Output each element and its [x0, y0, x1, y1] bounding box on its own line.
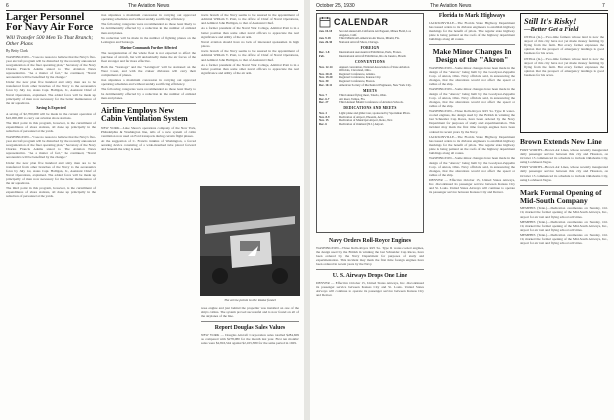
navy-story-paragraph: Both the "Saratoga" and the "Lexington" will be stationed on the West Coast, and with the cruiser divisions will carry their complement of planes. [101, 64, 196, 77]
florida-paragraph: JACKSONVILLE—The Florida State Highway Department has issued orders to its division engineers to establish highway markings for the benefit of pilots. The regular state highway plate is being painted on the roofs of the highway department buildings along all routes. [429, 20, 515, 42]
calendar-event: National Aircraft Show, Chicago. [339, 39, 380, 44]
right-column-1-lower [316, 238, 424, 298]
second-story-paragraph: tion stipulates a maximum concession in carrying out approved operating schedules and without unduly sacrificing efficiency. [101, 13, 196, 22]
calendar-date: Dec. 6 [319, 121, 327, 126]
story-divider [429, 44, 515, 45]
photo-story-continuation: nose engine and just behind the propeller was installed on one of the ship's cabins. The system proved successful and is now found on all of the airplanes of the line. [201, 306, 299, 319]
calendar-event: Second annual All-California Air Pageant, Mines Field, Los Angeles, Calif. [339, 29, 411, 37]
calendar-title: CALENDAR [334, 17, 389, 27]
calendar-date: Jan. 9-18 [319, 36, 331, 41]
calendar-row [319, 101, 421, 105]
report-story-body [201, 333, 299, 345]
risky-ad-paragraph: OSTKA (Ia.)—Two-time farmers whose land is now the airport of this city have not yet made money farming by flying from the farm. But every farmer expresses the opinion that the prospect of emergency landings is good business for his acres. [524, 56, 604, 78]
calendar-icon [319, 16, 331, 28]
risky-ad-body [524, 35, 604, 77]
memphis-paragraph: MEMPHIS (Tenn.)—Dedication ceremonies on Sunday, Oct. 19, marked the formal opening of the Mid-South Airways, Inc., airport for air taxi and flying school activities. [520, 206, 608, 219]
left-column-3-lower [201, 306, 299, 346]
akron-paragraph: WASHINGTON—Some minor changes have been made in the design of the "Akron," being built by the Goodyear-Zeppelin Corp. of Akron, Ohio. Navy officials said, in announcing the changes, that the alterations would not affect the speed or radius of the ship. [429, 65, 515, 87]
calendar-event: Regional Conference, Kansas City. [339, 75, 382, 80]
brown-paragraph: FORT WORTH—Brown Air Lines, whose recently inaugurated daily passenger service between this city and Houston, on October 15 commenced its schedule to include Oklahoma City, using Lockheed-Vegas. [520, 165, 608, 182]
calendar-event: Regional Conference, Atlanta. [339, 71, 376, 76]
third-story-paragraph: As a former president of the Naval War College, Admiral Pratt is in a better position than some other naval officers to appreciate the real significance and utility of the air arm. [201, 26, 299, 39]
photo-story-body [101, 126, 196, 152]
right-page [310, 0, 614, 420]
calendar-section-conventions: CONVENTIONS [354, 60, 386, 65]
airways-headline: U. S. Airways Drops One Line [332, 273, 408, 280]
calendar-section-foreign: FOREIGN [360, 45, 380, 50]
calendar-event: Third Annual Miami Conference of Aviation Schools. [339, 100, 404, 105]
left-page [0, 0, 304, 420]
risky-ad-box [520, 13, 608, 133]
calendar-event: International Aeronautical Exhibition, Paris, France. [339, 50, 402, 55]
left-column-2 [101, 13, 196, 152]
memphis-body [520, 206, 608, 245]
story-divider [520, 185, 608, 186]
akron-headline: Make Minor Changes In Design of the "Akron" [432, 47, 512, 64]
third-story-paragraph: As a former president of the Naval War College, Admiral Pratt is in a better position than some other naval officers to appreciate the real significance and utility of the air arm. [201, 62, 299, 75]
calendar-date: Nov. 19-20 [319, 75, 333, 80]
calendar-date: Nov. 2 [319, 110, 328, 115]
third-story-body [201, 13, 299, 75]
akron-paragraph: WASHINGTON—Some minor changes have been made in the design of the "Akron," being built by the Goodyear-Zeppelin Corp. of Akron, Ohio. Navy officials said, in announcing the changes, that the alterations would not affect the speed or radius of the ship. [429, 87, 515, 108]
right-page-date: October 25, 1930 [316, 3, 355, 9]
calendar-date: Nov. 7 [319, 93, 328, 98]
second-story-paragraph: No reduction will be made in the number of fighting planes on the Lexington and Saratoga. [101, 35, 196, 44]
brown-headline: Brown Extends New Line [520, 137, 602, 146]
second-story-paragraph: The following categories were recommended as those least likely to be detrimentally effected by a reduction in the number of enlisted men and planes. [101, 22, 196, 35]
photo-story-paragraph: At the suggestion of C. Francis Jenkins of Washington, a forced aerating device consisting of a wide-mouthed tube placed forward and beneath the wing is used. [101, 139, 196, 152]
calendar-event: Third Miami All-American Air Races, Miami, Fla. [339, 36, 400, 41]
left-column-1 [6, 13, 96, 200]
calendar-date: Feb. [319, 53, 325, 58]
second-story-paragraph: tion stipulates a maximum concession in carrying out approved operating schedules and without unduly sacrificing efficiency. [101, 78, 196, 87]
lead-story-deck: Will Transfer 500 Men To That Branch; Other Plans [6, 35, 94, 47]
second-story-body [101, 13, 196, 100]
navy-orders-body [316, 246, 424, 266]
calendar-event: Dedication of Municipal Airport, Reno, Nev. [339, 118, 393, 123]
akron-paragraph: DENVER — Effective October 15, United States Airways, Inc. discontinued its passenger service between Kansas City and St. Louis. United States Airways will continue to operate its passenger service between Kansas City and Denver. [429, 178, 515, 195]
third-story-paragraph: tracts branch of the Navy seems to be assured in the appointment of Admiral William V. Pratt, to the office of Chief of Naval Operations, and Admiral John Halligan, to that of Assistant Chief. [201, 13, 299, 26]
navy-orders-headline: Navy Orders Roll-Royce Engines [329, 238, 411, 244]
risky-ad-subtitle: —Better Get a Field [524, 26, 579, 33]
calendar-event: Dedication of Oakland (N.J.) Airport. [339, 121, 385, 126]
navy-orders-paragraph: WASHINGTON—Three Rolls-Royce R25 Sa. Type R water-cooled engines, the design used by the British in winning the last Schneider Cup Races, have been ordered by the Navy Department for purposes of study and experimentation. This incident may mark the first time foreign engines have been ordered in recent years by the Navy. [316, 245, 424, 267]
story-divider [316, 269, 424, 270]
memphis-paragraph: MEMPHIS (Tenn.)—Dedication ceremonies on Sunday, Oct. 19, marked the formal opening of the Mid-South Airways, Inc., airport for air taxi and flying school activities. [520, 233, 608, 246]
right-page-header-rule [316, 10, 608, 11]
story-divider [101, 103, 196, 104]
calendar-event: Regional Conference, Boston. [339, 78, 376, 83]
calendar-date: Nov. 30 [319, 78, 329, 83]
florida-body [429, 21, 515, 41]
lead-story-paragraph: The third point in this program, however, is the curtailment of expenditures of shore stations, all done up principally in the reduction of personnel at the yards. [6, 121, 96, 134]
calendar-header [319, 16, 421, 28]
photo-story-headline: Airline Employs New Cabin Ventilation System [101, 105, 188, 124]
photo-caption: The arrow points to the intake funnel [224, 298, 276, 302]
lead-story-subhead: Saving Is Expected [36, 106, 66, 111]
memphis-paragraph: MEMPHIS (Tenn.)—Dedication ceremonies on Sunday, Oct. 19, marked the formal opening of the Mid-South Airways, Inc., airport for air taxi and flying school activities. [520, 219, 608, 232]
right-page-running-title: The Aviation News [430, 3, 472, 9]
photo-story-continuation-wrap [201, 306, 299, 318]
memphis-headline: Mark Formal Opening of Mid-South Company [520, 187, 602, 205]
calendar-event: Annual convention, National Association of State Aviation Officials, Cleveland, Ohio. [339, 64, 410, 73]
photo-story-paragraph: NEW YORK—Lake Shore's operations company of the New York, Philadelphia & Washington line, tells of a new system of cabin ventilation now used on Ford transports during certain flight phases. [101, 125, 196, 138]
calendar-date: Dec. 10-11 [319, 82, 333, 87]
akron-paragraph: JACKSONVILLE—The Florida State Highway Department has issued orders to its division engineers to establish highway markings for the benefit of pilots. The regular state highway plate is being painted on the roofs of the highway department buildings along all routes. [429, 134, 515, 156]
second-story-subhead: Marine Commands Further Affected [120, 45, 177, 50]
calendar-event: Third annual flying meet, Toledo, Ohio. [339, 93, 387, 98]
calendar-date: Nov. 20-21 [319, 71, 333, 76]
calendar-event: American Society of Mechanical Engineers, New York City. [339, 82, 412, 87]
left-page-number: 6 [6, 3, 9, 9]
calendar-box [316, 13, 424, 233]
report-story-headline: Report Douglas Sales Values [214, 325, 286, 332]
third-story-paragraph: tracts branch of the Navy seems to be assured in the appointment of Admiral William V. Pratt, to the office of Chief of Naval Operations, and Admiral John Halligan, to that of Assistant Chief. [201, 49, 299, 62]
akron-paragraph: WASHINGTON—Some minor changes have been made in the design of the "Akron," being built by the Goodyear-Zeppelin Corp. of Akron, Ohio. Navy officials said, in announcing the changes, that the alterations would not affect the speed or radius of the ship. [429, 156, 515, 177]
calendar-date: Jan. 10-18 [319, 29, 333, 33]
calendar-row [319, 123, 421, 127]
airplane-photo-image [200, 186, 300, 296]
calendar-event: International Aircraft Exhibition, Rio de Janeiro, Brazil. [339, 53, 407, 58]
airplane-photo [200, 186, 300, 296]
lead-story-paragraph: Under the new plan five hundred and sixty men are to be transferred from other branches of the Navy to the aeronautics force by July 1st, states Capt. Halligan, Jr., Assistant Chief of Naval Operations, explained. The added force will be made up principally of men now necessary for the better maintenance of the air squadrons. [6, 160, 96, 185]
left-page-running-title: The Aviation News [128, 3, 170, 9]
akron-body [429, 66, 515, 195]
airways-body [316, 281, 424, 297]
florida-headline: Florida to Mark Highways [438, 13, 506, 19]
lead-story-paragraph: A saving of $2,700,000 will be made in the current operation of $22,000,000 to carry out aviation shore stations. [6, 111, 96, 120]
lead-story-body [6, 55, 96, 199]
calendar-row [319, 84, 421, 88]
right-column-3 [520, 138, 608, 247]
calendar-date: Dec. 6-7 [319, 96, 330, 101]
story-divider [201, 321, 299, 322]
risky-ad-title: Still It's Risky! [524, 16, 577, 26]
left-page-header-rule [6, 10, 298, 11]
brown-paragraph: FORT WORTH—Brown Air Lines, whose recently inaugurated daily passenger service between this city and Houston, on October 15 commenced its schedule to include Oklahoma City, using Lockheed-Vegas. [520, 147, 608, 165]
lead-story-paragraph: WASHINGTON—"I see no reason to believe that the Navy's five-year aircraft program will be disturbed by the recently announced reorganization of the fleet operating plan," Secretary of the Navy Charles Francis Adams stated to The Aviation News representative. "As a matter of fact," he continued, "Naval aeronautics will be benefited by the change." [6, 54, 96, 79]
brown-body [520, 148, 608, 182]
calendar-event: Air meet, Tampa, Fla. [339, 96, 366, 101]
right-column-2 [429, 13, 515, 196]
calendar-row [319, 55, 421, 59]
calendar-date: Dec. 1-8 [319, 50, 330, 55]
right-page-number: 7 [602, 3, 605, 9]
calendar-event: Light plane and glider tour, sponsored by Sportsman Pilots. [339, 110, 411, 115]
third-story-paragraph: Naval aviation should have no lack of interested spokesmen in high places. [201, 39, 299, 49]
risky-ad-paragraph: OSTKA (Ia.)—Two-time farmers whose land is now the airport of this city have not yet made money farming by flying from the farm. But every farmer expresses the opinion that the prospect of emergency landings is good business for his acres. [524, 35, 604, 56]
calendar-top-list [319, 30, 421, 44]
akron-paragraph: WASHINGTON—Three Rolls-Royce R25 Sa. Type R water-cooled engines, the design used by the British in winning the last Schneider Cup Races, have been ordered by the Navy Department for purposes of study and experimentation. This incident may mark the first time foreign engines have been ordered in recent years by the Navy. [429, 109, 515, 134]
calendar-date: Nov. 12-14 [319, 64, 333, 69]
calendar-date: Dec. 27 [319, 100, 329, 105]
calendar-event: Dedication of Airport, Phoenix, Ariz. [339, 114, 384, 119]
calendar-row [319, 41, 421, 45]
airways-paragraph: DENVER — Effective October 15, United States Airways, Inc. discontinued its passenger service between Kansas City and St. Louis. United States Airways will continue to operate its passenger service between Kansas City and Denver. [316, 280, 424, 298]
calendar-section-dedications: DEDICATIONS AND MEETS [343, 106, 397, 111]
calendar-date: Nov. 8-9 [319, 114, 330, 119]
second-story-paragraph: The following categories were recommended as those least likely to be detrimentally effected by a reduction in the number of enlisted men and planes. [101, 87, 196, 100]
left-column-3 [201, 13, 299, 76]
lead-story-paragraph: Under the new plan five hundred and sixty men are to be transferred from other branches of the Navy to the aeronautics force by July 1st, states Capt. Halligan, Jr., Assistant Chief of Naval Operations, explained. The added force will be made up principally of men now necessary for the better maintenance of the air squadrons. [6, 80, 96, 105]
calendar-date: Jan. 26-30 [319, 39, 333, 44]
calendar-date: Nov. 15 [319, 118, 329, 123]
lead-story-byline: By Betty Clark [6, 48, 28, 53]
second-story-paragraph: The reorganization of the whole fleet is not expected to affect the purchase of aircraft, but will undoubtedly make the air forces of the fleet stronger and far more effective. [101, 51, 196, 64]
calendar-section-meets: MEETS [362, 88, 378, 93]
lead-story-headline: Larger Personnel For Navy Air Force [6, 12, 94, 33]
lead-story-paragraph: The third point in this program, however, is the curtailment of expenditures of shore stations, all done up principally in the reduction of personnel at the yards. [6, 186, 96, 199]
lead-story-paragraph: WASHINGTON—"I see no reason to believe that the Navy's five-year aircraft program will be disturbed by the recently announced reorganization of the fleet operating plan," Secretary of the Navy Charles Francis Adams stated to The Aviation News representative. "As a matter of fact," he continued, "Naval aeronautics will be benefited by the change." [6, 134, 96, 160]
report-story-paragraph: NEW YORK — Douglas Aircraft Corporation sales totalled $284,609 as compared with $278,080 for the month last year. First ten months' sales were $2,816,544 against $2,163,380 for the same period in 1929. [201, 332, 299, 346]
